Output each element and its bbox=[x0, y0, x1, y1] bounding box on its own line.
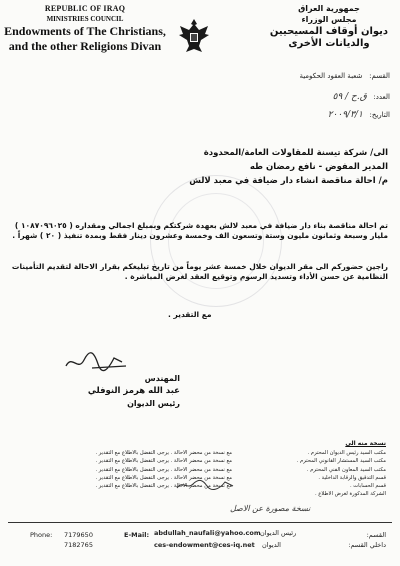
english-letterhead bbox=[0, 4, 170, 54]
cc-note: مع نسخة من محضر الاحالة . يرجى التفضل بالاطلاع مع التقدير . bbox=[95, 450, 232, 456]
iraq-eagle-emblem-icon bbox=[176, 16, 212, 56]
email-1-ar-label: رئيس الديوان bbox=[260, 529, 297, 537]
number-label: العدد bbox=[375, 93, 390, 101]
number-value: ق.ح / ٥٩ bbox=[332, 92, 367, 102]
office-ar-line1: ديوان أوقاف المسيحيين bbox=[269, 26, 389, 37]
country-ar: جمهورية العراق bbox=[298, 4, 360, 13]
reference-number: العدد: ق.ح / ٥٩ bbox=[332, 92, 390, 102]
closing-text: مع التقدير . bbox=[168, 310, 212, 319]
recipient-address bbox=[189, 146, 388, 188]
email-address-2: ces-endowment@ces-iq.net bbox=[154, 541, 255, 549]
address-line3: م/ احالة مناقصة انشاء دار ضيافة في معبد لالش bbox=[189, 176, 388, 186]
office-en-line1: Endowments of The Christians, bbox=[4, 24, 166, 38]
cc-recipient: الشركة المذكورة لغرض الاطلاع . bbox=[314, 491, 386, 498]
body-paragraph-2: راجين حضوركم الى مقر الديوان خلال خمسة عشر يوماً من تاريخ تبليغكم بقرار الاحالة لتقديم التأمينات النظامية عن حسن الأداء وتسديد الرسوم وتوقيع العقد لغرض المباشرة . bbox=[11, 262, 388, 281]
arabic-letterhead bbox=[264, 4, 394, 49]
section-value: شعبة العقود الحكومية bbox=[299, 72, 363, 80]
phone-number-1: 7179650 bbox=[64, 531, 93, 539]
cc-recipient: قسم الحسابات . bbox=[350, 483, 386, 490]
signatory-block bbox=[60, 374, 180, 408]
handwritten-note: نسخة مصورة عن الاصل bbox=[230, 504, 311, 513]
cc-note: مع نسخة من محضر الاحالة . يرجى التفضل بالاطلاع مع التقدير . bbox=[95, 466, 232, 473]
cc-recipients-list bbox=[236, 449, 386, 499]
reference-date: التاريخ: ٢٠٠٩/٣/١ bbox=[327, 110, 390, 120]
address-line1: الى/ شركة تيسنة للمقاولات العامة/المحدودة bbox=[203, 148, 388, 158]
cc-recipient: مكتب السيد المستشار القانوني المحترم . bbox=[296, 458, 386, 465]
phone-number-2: 7182765 bbox=[64, 541, 93, 549]
footer-ar-label-2: داخلي القسم: bbox=[348, 541, 386, 549]
country-en: REPUBLIC OF IRAQ bbox=[44, 4, 126, 13]
reference-section: القسم: شعبة العقود الحكومية bbox=[299, 72, 390, 80]
cc-recipient: مكتب السيد رئيس الديوان المحترم . bbox=[307, 450, 386, 456]
council-ar: مجلس الوزراء bbox=[301, 15, 357, 24]
date-value: ٢٠٠٩/٣/١ bbox=[327, 110, 363, 120]
cc-note: مع نسخة من محضر الاحالة . يرجى التفضل بالاطلاع مع التقدير . bbox=[95, 458, 232, 465]
signatory-position: رئيس الديوان bbox=[127, 399, 180, 408]
handwritten-scribble bbox=[175, 478, 235, 492]
cc-note: مع نسخة من محضر الاحالة . يرجى التفضل بالاطلاع مع التقدير . bbox=[95, 483, 232, 490]
signatory-name: عبد الله هرمز النوفلي bbox=[87, 386, 180, 396]
section-label: القسم bbox=[371, 72, 390, 80]
email-label: E-Mail: bbox=[124, 531, 150, 539]
body-paragraph-1: تم احالة مناقصة بناء دار ضيافة في معبد لالش بعهدة شركتكم وبمبلغ اجمالي ومقداره ( ١٠٨٧٠٩٦٠٢٥ ) مليار وسبعة وثمانون مليون وستة وتسعون الف وخمسة وعشرون دينار فقط وبمدة تنفيذ ( ٢٠ ) شهراً . bbox=[12, 221, 388, 240]
email-address-1: abdullah_naufali@yahoo.com bbox=[154, 529, 261, 537]
footer-divider bbox=[8, 522, 392, 523]
signatory-title: المهندس bbox=[144, 374, 180, 383]
cc-note: مع نسخة من محضر الاحالة . يرجى التفضل بالاطلاع مع التقدير . bbox=[95, 474, 232, 481]
handwritten-signature bbox=[62, 346, 132, 376]
address-line2: المدير المفوض - نافع رمضان طه bbox=[249, 162, 388, 172]
date-label: التاريخ bbox=[371, 111, 390, 119]
footer-ar-label-1: القسم: bbox=[366, 531, 386, 539]
cc-recipient: مكتب السيد المعاون الفني المحترم . bbox=[306, 466, 386, 473]
cc-heading: نسخة منه الى bbox=[345, 440, 386, 447]
cc-recipient: قسم التدقيق والرقابة الداخلية . bbox=[318, 474, 386, 481]
office-en-line2: and the other Religions Divan bbox=[8, 39, 162, 53]
email-2-ar-label: الديوان bbox=[262, 541, 281, 549]
office-ar-line2: والديانات الأخرى bbox=[288, 38, 370, 49]
phone-label: Phone: bbox=[30, 531, 53, 539]
council-en: MINISTRIES COUNCIL bbox=[46, 15, 124, 23]
